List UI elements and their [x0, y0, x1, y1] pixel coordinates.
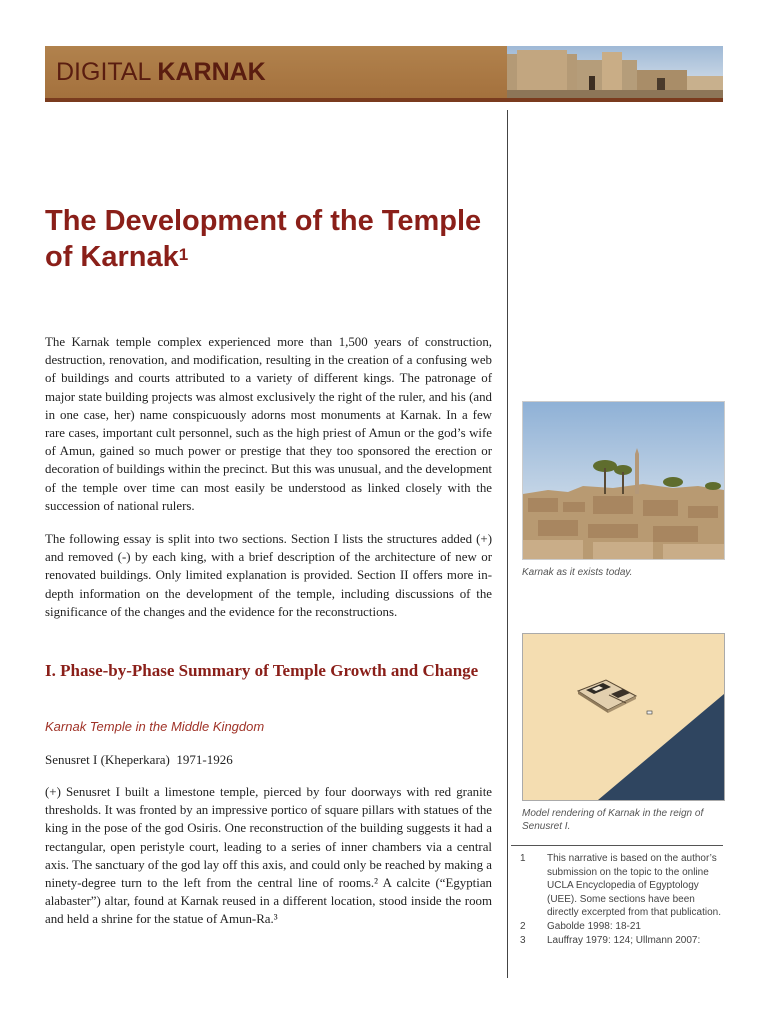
site-logo	[56, 58, 266, 87]
section-heading: I. Phase-by-Phase Summary of Temple Growth and Change	[45, 661, 479, 680]
footnote-text: Gabolde 1998: 18-21	[547, 920, 641, 932]
king-entry	[45, 752, 233, 768]
footnote-number: 2	[520, 920, 526, 932]
overview-paragraph: The following essay is split into two sections. Section I lists the structures added (+) and removed (-) by each king, with a brief description of the architecture of new or renovated buildings. Only limited explanation is provided. Section II offers more in-depth information on the development of the temple, including discussions of the significance of the changes and the evidence for the reconstructions.	[45, 532, 492, 619]
footnote-number: 3	[520, 934, 526, 946]
karnak-today-photo	[522, 401, 725, 560]
header-rule	[45, 98, 723, 102]
footnote-text: This narrative is based on the author’s submission on the topic to the online UCLA Encyclopedia of Egyptology (UEE). Some sections have been directly excerpted from that publication.	[547, 853, 721, 919]
column-divider	[507, 110, 508, 978]
intro-paragraph: The Karnak temple complex experienced more than 1,500 years of construction, destruction, renovation, and modification, resulting in the creation of a confusing web of buildings and courts attributed to a variety of different kings. The patronage of major state building projects was almost exclusively the right of the ruler, and his (and in one case, her) name conspicuously adorns most monuments at Karnak. In a few rare cases, important cult personnel, such as the high priest of Amun or the god’s wife of Amun, gained so much power or prestige that they too sponsored the erection or decoration of buildings within the precinct. But this was unusual, and the development of the temple over time can most easily be understood as linked closely with the succession of national rulers.	[45, 335, 492, 513]
title-footnote-marker: 1	[178, 245, 189, 264]
footnote-number: 1	[520, 853, 526, 864]
footnote-item	[520, 934, 725, 948]
brand-bold: KARNAK	[157, 58, 266, 86]
figure-caption: Model rendering of Karnak in the reign of Senusret I.	[522, 808, 704, 832]
period-subheading: Karnak Temple in the Middle Kingdom	[45, 719, 265, 734]
footnote-rule	[511, 845, 723, 846]
title-text: The Development of the Temple of Karnak	[45, 205, 482, 273]
page-title	[45, 203, 485, 275]
king-dates: 1971-1926	[176, 752, 233, 767]
footnote-item	[520, 920, 725, 934]
figure-caption: Karnak as it exists today.	[522, 567, 633, 578]
footnotes	[520, 852, 725, 947]
king-name: Senusret I (Kheperkara)	[45, 752, 170, 767]
senusret-paragraph: (+) Senusret I built a limestone temple, pierced by four doorways with red granite thresholds. It was fronted by an impressive portico of square pillars with statues of the king in the pose of the god Osiris. One reconstruction of the building suggests it had a rectangular, open peristyle court, leading to a series of inner chambers via a central axis. The sanctuary of the god lay off this axis, and could only be reached by making a ninety-degree turn to the left from the central line of rooms.² A calcite (“Egyptian alabaster”) altar, found at Karnak reused in a different location, stood inside the room and held a shrine for the statue of Amun-Ra.³	[45, 785, 492, 927]
footnote-text: Lauffray 1979: 124; Ullmann 2007:	[547, 934, 701, 946]
brand-light: DIGITAL	[56, 58, 158, 86]
header-temple-photo	[507, 46, 723, 98]
footnote-item	[520, 852, 725, 920]
model-rendering-image	[522, 633, 725, 801]
